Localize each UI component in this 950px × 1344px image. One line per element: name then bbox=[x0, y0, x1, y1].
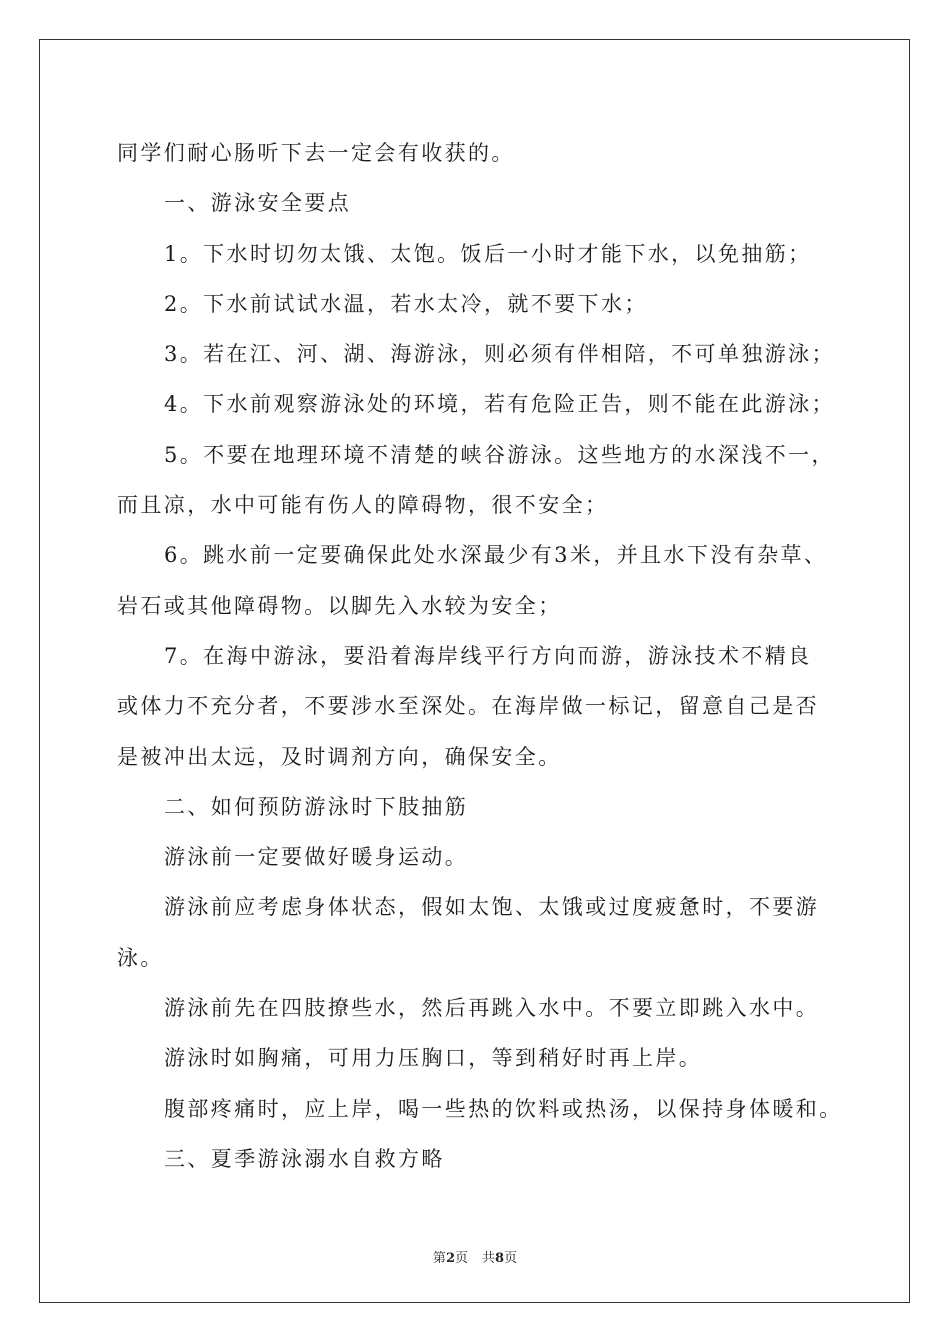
paragraph-8: 而且凉，水中可能有伤人的障碍物，很不安全； bbox=[117, 493, 609, 518]
paragraph-7: 5。不要在地理环境不清楚的峡谷游泳。这些地方的水深浅不一， bbox=[164, 442, 835, 467]
page-footer bbox=[0, 1247, 950, 1266]
paragraph-12: 或体力不充分者，不要涉水至深处。在海岸做一标记，留意自己是否 bbox=[117, 694, 819, 719]
paragraph-18: 游泳前先在四肢撩些水，然后再跳入水中。不要立即跳入水中。 bbox=[164, 996, 820, 1021]
paragraph-14: 二、如何预防游泳时下肢抽筋 bbox=[164, 794, 469, 819]
total-suffix: 页 bbox=[504, 1251, 518, 1266]
total-prefix: 共 bbox=[482, 1251, 496, 1266]
paragraph-3: 1。下水时切勿太饿、太饱。饭后一小时才能下水，以免抽筋； bbox=[164, 241, 812, 266]
paragraph-2: 一、游泳安全要点 bbox=[164, 191, 352, 216]
paragraph-20: 腹部疼痛时，应上岸，喝一些热的饮料或热汤，以保持身体暖和。 bbox=[164, 1096, 843, 1121]
paragraph-6: 4。下水前观察游泳处的环境，若有危险正告，则不能在此游泳； bbox=[164, 392, 835, 417]
page-number: 2 bbox=[445, 1251, 455, 1266]
paragraph-21: 三、夏季游泳溺水自救方略 bbox=[164, 1146, 445, 1171]
paragraph-9: 6。跳水前一定要确保此处水深最少有3米，并且水下没有杂草、 bbox=[164, 543, 828, 568]
paragraph-10: 岩石或其他障碍物。以脚先入水较为安全； bbox=[117, 593, 562, 618]
paragraph-1: 同学们耐心肠听下去一定会有收获的。 bbox=[117, 141, 515, 165]
page-prefix: 第 bbox=[432, 1251, 446, 1266]
paragraph-5: 3。若在江、河、湖、海游泳，则必须有伴相陪，不可单独游泳； bbox=[164, 342, 835, 367]
paragraph-13: 是被冲出太远，及时调剂方向，确保安全。 bbox=[117, 744, 562, 769]
paragraph-19: 游泳时如胸痛，可用力压胸口，等到稍好时再上岸。 bbox=[164, 1046, 703, 1071]
page-suffix: 页 bbox=[454, 1251, 468, 1266]
total-pages: 8 bbox=[495, 1251, 505, 1266]
paragraph-17: 泳。 bbox=[117, 945, 164, 970]
document-body bbox=[117, 128, 857, 1184]
paragraph-11: 7。在海中游泳，要沿着海岸线平行方向而游，游泳技术不精良 bbox=[164, 643, 812, 668]
paragraph-16: 游泳前应考虑身体状态，假如太饱、太饿或过度疲惫时，不要游 bbox=[164, 895, 820, 920]
paragraph-4: 2。下水前试试水温，若水太冷，就不要下水； bbox=[164, 291, 648, 316]
paragraph-15: 游泳前一定要做好暖身运动。 bbox=[164, 845, 469, 870]
